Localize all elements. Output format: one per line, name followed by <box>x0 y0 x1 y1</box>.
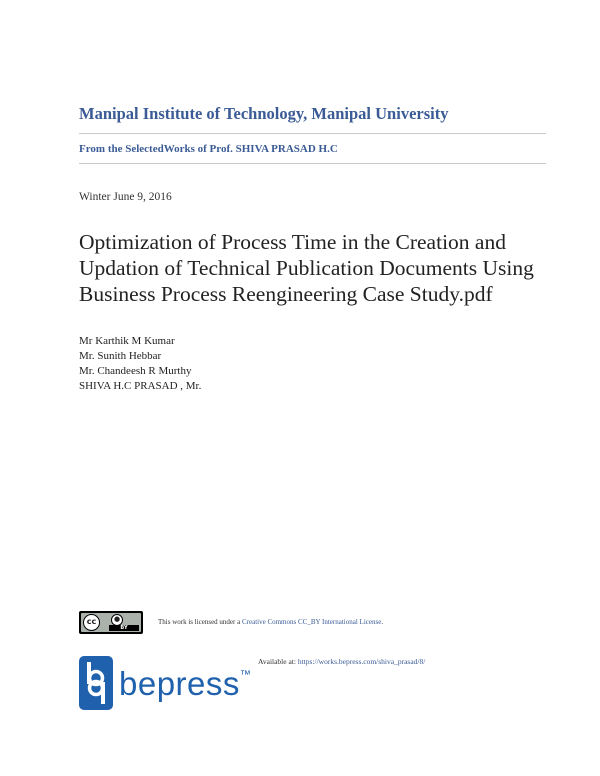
availability-label: Available at: <box>258 657 298 666</box>
institution-title[interactable]: Manipal Institute of Technology, Manipal University <box>79 104 449 123</box>
availability-url-link[interactable]: https://works.bepress.com/shiva_prasad/8/ <box>297 657 426 666</box>
publication-date: Winter June 9, 2016 <box>79 191 172 203</box>
cc-badge-inner <box>81 613 141 632</box>
author-name: Mr. Sunith Hebbar <box>79 350 162 362</box>
availability-statement <box>258 657 425 666</box>
bepress-logo-icon <box>79 656 113 710</box>
document-title: Optimization of Process Time in the Creation and Updation of Technical Publication Documents Using Business Process Reengineering Case Study.pdf <box>79 230 534 306</box>
attribution-label: BY <box>109 625 139 631</box>
bepress-wordmark <box>119 666 251 702</box>
license-statement <box>158 618 383 626</box>
license-prefix: This work is licensed under a <box>158 618 242 626</box>
creative-commons-icon: cc <box>83 614 100 631</box>
selected-works-link[interactable]: From the SelectedWorks of Prof. SHIVA PRASAD H.C <box>79 143 338 155</box>
header-divider-top <box>79 133 546 134</box>
attribution-person-icon: ● <box>111 614 123 626</box>
author-name: SHIVA H.C PRASAD , Mr. <box>79 380 202 392</box>
license-link[interactable]: Creative Commons CC_BY International License <box>241 618 382 626</box>
author-list <box>79 334 201 394</box>
cc-by-license-badge[interactable] <box>79 611 143 634</box>
author-name: Mr. Chandeesh R Murthy <box>79 365 192 377</box>
author-name: Mr Karthik M Kumar <box>79 335 175 347</box>
trademark-symbol: ™ <box>239 669 252 681</box>
header-divider-bottom <box>79 163 546 164</box>
license-suffix: . <box>381 618 384 626</box>
bepress-wordmark-text: bepress <box>119 665 240 702</box>
